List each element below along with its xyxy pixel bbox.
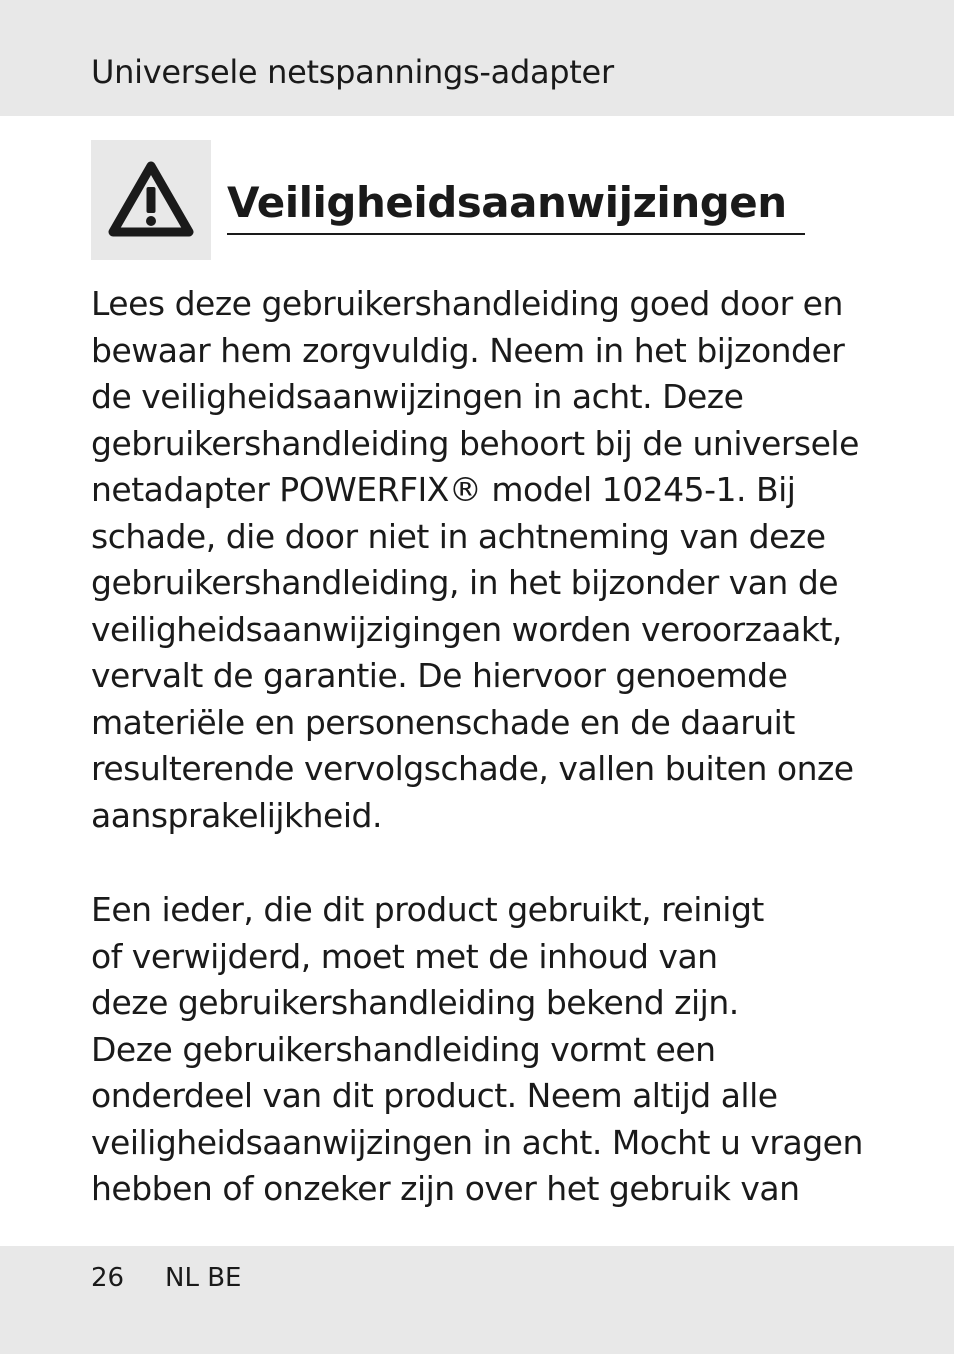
warning-triangle-icon bbox=[107, 160, 195, 240]
text-line: veiligheidsaanwijzingen in acht. Mocht u vragen bbox=[91, 1122, 863, 1162]
text-line: aansprakelijkheid. bbox=[91, 795, 382, 835]
text-line: hebben of onzeker zijn over het gebruik van bbox=[91, 1169, 800, 1208]
warning-box bbox=[91, 140, 211, 260]
text-line: bewaar hem zorgvuldig. Neem in het bijzonder bbox=[91, 330, 845, 370]
paragraph-users bbox=[91, 887, 891, 1213]
text-line: schade, die door niet in achtneming van deze bbox=[91, 516, 826, 556]
paragraph-intro bbox=[91, 281, 891, 839]
document-title: Universele netspannings-adapter bbox=[91, 53, 614, 91]
text-line: onderdeel van dit product. Neem altijd alle bbox=[91, 1076, 778, 1115]
text-line: gebruikershandleiding, in het bijzonder van de bbox=[91, 563, 839, 602]
text-line: veiligheidsaanwijzigingen worden veroorzaakt, bbox=[91, 609, 842, 649]
text-line: Deze gebruikershandleiding vormt een bbox=[91, 1029, 716, 1069]
text-line: deze gebruikershandleiding bekend zijn. bbox=[91, 983, 739, 1022]
text-line: gebruikershandleiding behoort bij de universele bbox=[91, 423, 859, 463]
text-line: vervalt de garantie. De hiervoor genoemde bbox=[91, 656, 788, 695]
text-line: materiële en personenschade en de daaruit bbox=[91, 702, 795, 742]
text-line: de veiligheidsaanwijzingen in acht. Deze bbox=[91, 377, 744, 416]
text-line: resulterende vervolgschade, vallen buiten onze bbox=[91, 749, 854, 788]
text-line: Een ieder, die dit product gebruikt, reinigt bbox=[91, 890, 764, 929]
language-code: NL BE bbox=[165, 1263, 242, 1293]
page-number: 26 bbox=[91, 1263, 125, 1293]
section-title: Veiligheidsaanwijzingen bbox=[227, 175, 805, 235]
text-line: netadapter POWERFIX® model 10245-1. Bij bbox=[91, 470, 796, 509]
footer-band bbox=[0, 1246, 954, 1354]
text-line: Lees deze gebruikershandleiding goed door en bbox=[91, 284, 843, 323]
text-line: of verwijderd, moet met de inhoud van bbox=[91, 936, 718, 976]
